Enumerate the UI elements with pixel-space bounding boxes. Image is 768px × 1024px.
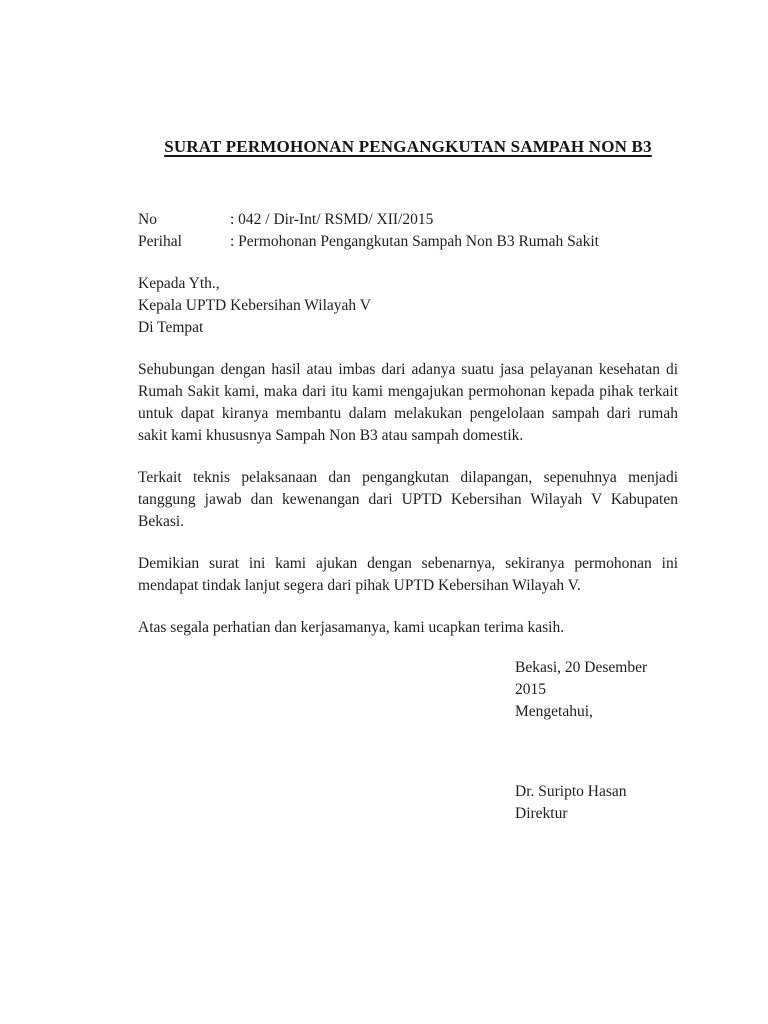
meta-label-subject: Perihal (138, 233, 182, 250)
recipient-line-addressee: Kepala UPTD Kebersihan Wilayah V (138, 297, 371, 314)
signature-name: Dr. Suripto Hasan (515, 783, 627, 800)
signature-place-date: Bekasi, 20 Desember 2015 (515, 659, 648, 698)
signature-block (515, 657, 678, 825)
meta-value-number: : 042 / Dir-Int/ RSMD/ XII/2015 (230, 211, 434, 228)
body-paragraph-1: Sehubungan dengan hasil atau imbas dari adanya suatu jasa pelayanan kesehatan di Rumah Sakit kami, maka dari itu kami mengajukan permohonan kepada pihak terkait untuk dapat kiranya membantu dalam melakukan pengelolaan sampah dari rumah sakit kami khususnya Sampah Non B3 atau sampah domestik. (138, 361, 678, 444)
meta-label-number: No (138, 211, 157, 228)
signature-role: Direktur (515, 805, 568, 822)
recipient-line-place: Di Tempat (138, 319, 204, 336)
signature-greeting: Mengetahui, (515, 703, 593, 720)
meta-row-number (138, 209, 678, 231)
body-paragraph-2: Terkait teknis pelaksanaan dan pengangkutan dilapangan, sepenuhnya menjadi tanggung jawab dan kewenangan dari UPTD Kebersihan Wilayah V Kabupaten Bekasi. (138, 469, 678, 530)
body-paragraph-3: Demikian surat ini kami ajukan dengan sebenarnya, sekiranya permohonan ini mendapat tindak lanjut segera dari pihak UPTD Kebersihan Wilayah V. (138, 555, 678, 594)
recipient-block (138, 273, 678, 339)
meta-section (138, 209, 678, 253)
signature-space (515, 723, 678, 781)
closing-paragraph: Atas segala perhatian dan kerjasamanya, kami ucapkan terima kasih. (138, 619, 565, 636)
meta-row-subject (138, 231, 678, 253)
letter-title: SURAT PERMOHONAN PENGANGKUTAN SAMPAH NON B3 (164, 137, 652, 156)
meta-value-subject: : Permohonan Pengangkutan Sampah Non B3 Rumah Sakit (230, 233, 599, 250)
recipient-line-salutation: Kepada Yth., (138, 275, 220, 292)
